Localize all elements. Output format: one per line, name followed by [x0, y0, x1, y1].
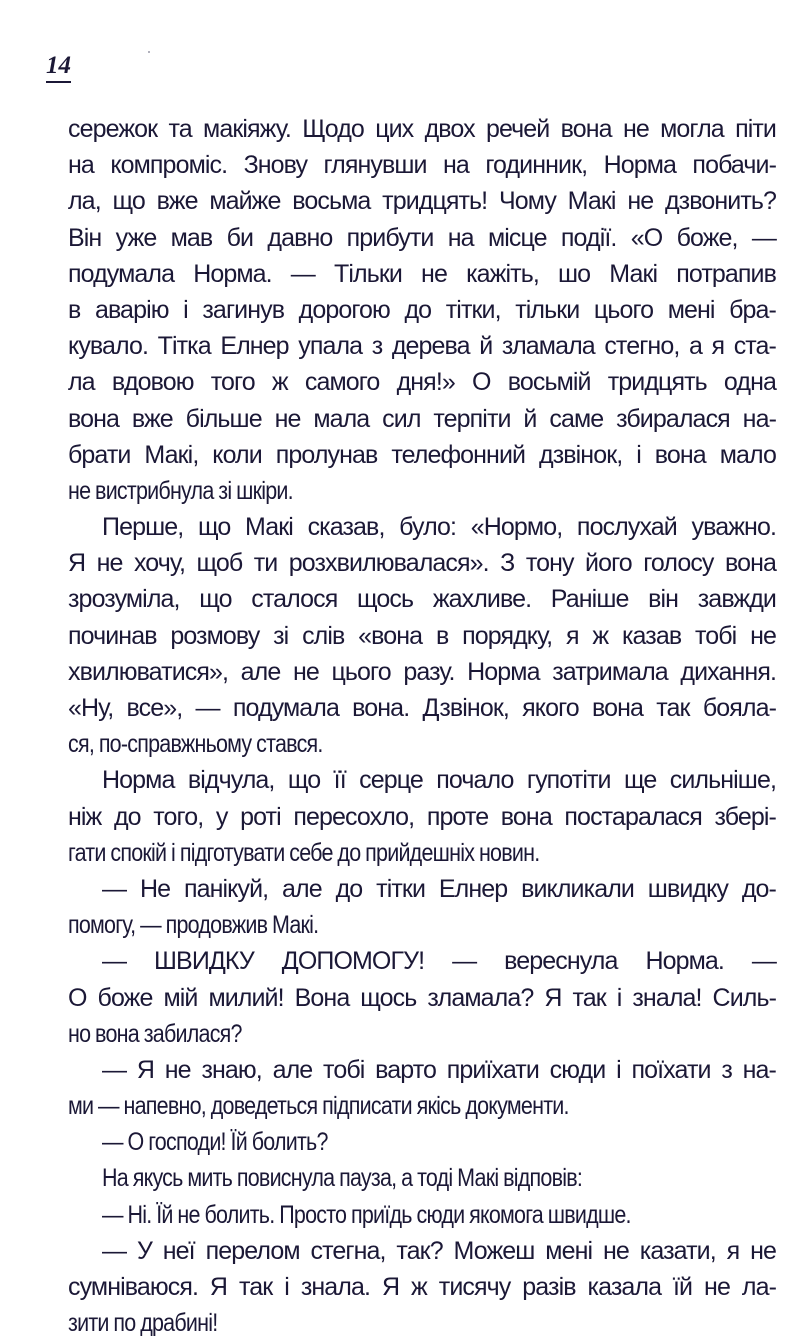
text-line	[68, 1269, 776, 1305]
text-line-content: — Я не знаю, але тобі варто приїхати сюди і поїхати з на-	[102, 1055, 776, 1084]
text-line	[68, 907, 776, 943]
text-line-content: Я не хочу, щоб ти розхвилювалася». З тону його голосу вона	[68, 549, 776, 578]
text-line-content: гати спокій і підготувати себе до прийдешніх новин.	[68, 838, 540, 867]
text-line-content: не вистрибнула зі шкіри.	[68, 476, 293, 505]
text-line	[68, 762, 776, 798]
text-line-content: сумніваюся. Я так і знала. Я ж тисячу разів казала їй не ла-	[68, 1273, 776, 1301]
text-line	[68, 871, 776, 907]
text-line-content: хвилюватися», але не цього разу. Норма затримала дихання.	[68, 657, 776, 686]
text-line-content: подумала Норма. — Тільки не кажіть, шо Макі потрапив	[68, 259, 776, 288]
text-line	[68, 1052, 776, 1088]
text-line	[68, 437, 776, 473]
text-line	[68, 545, 776, 581]
text-line-content: кувало. Тітка Елнер упала з дерева й зламала стегно, а я ста-	[68, 332, 776, 361]
text-line-content: ла, що вже майже восьма тридцять! Чому Макі не дзвонить?	[68, 187, 776, 216]
text-line	[68, 1197, 776, 1233]
text-line-content: помогу, — продовжив Макі.	[68, 911, 319, 940]
text-line-content: Перше, що Макі сказав, було: «Нормо, послухай уважно.	[102, 513, 776, 542]
text-line-content: зити по драбині!	[68, 1309, 218, 1338]
text-line-content: Норма відчула, що її серце почало гупотіти ще сильніше,	[102, 766, 776, 795]
text-line	[68, 799, 776, 835]
text-line-content: починав розмову зі слів «вона в порядку, я ж казав тобі не	[68, 621, 776, 650]
text-line-content: вона вже більше не мала сил терпіти й саме збиралася на-	[68, 404, 776, 433]
text-line	[68, 1160, 776, 1196]
text-line-content: ніж до того, у роті пересохло, проте вона постаралася збері-	[68, 802, 776, 831]
text-line-content: О боже мій милий! Вона щось зламала? Я так і знала! Силь-	[68, 983, 776, 1012]
text-line	[68, 256, 776, 292]
text-line	[68, 943, 776, 979]
text-line	[68, 618, 776, 654]
text-line	[68, 726, 776, 762]
text-line	[68, 364, 776, 400]
text-line	[68, 292, 776, 328]
text-line	[68, 220, 776, 256]
text-line-content: — О господи! Їй болить?	[102, 1128, 328, 1157]
text-line	[68, 690, 776, 726]
text-line	[68, 980, 776, 1016]
text-line-content: На якусь мить повиснула пауза, а тоді Макі відповів:	[102, 1164, 583, 1193]
text-line	[68, 147, 776, 183]
text-line-content: на компроміс. Знову глянувши на годинник, Норма побачи-	[68, 151, 776, 180]
text-line	[68, 1016, 776, 1052]
text-line-content: ми — напевно, доведеться підписати якісь документи.	[68, 1092, 569, 1121]
text-line	[68, 183, 776, 219]
text-line-content: «Ну, все», — подумала вона. Дзвінок, якого вона так бояла-	[68, 694, 776, 722]
text-line-content: брати Макі, коли пролунав телефонний дзвінок, і вона мало	[68, 440, 776, 469]
text-line	[68, 401, 776, 437]
text-line	[68, 473, 776, 509]
text-line-content: — ШВИДКУ ДОПОМОГУ! — вереснула Норма. —	[102, 947, 776, 976]
text-line-content: но вона забилася?	[68, 1019, 242, 1048]
text-line-content: — У неї перелом стегна, так? Можеш мені не казати, я не	[102, 1236, 776, 1265]
text-line	[68, 1124, 776, 1160]
text-line	[68, 581, 776, 617]
text-line-content: ся, по-справжньому стався.	[68, 730, 323, 759]
page-number: 14	[46, 52, 71, 83]
text-line	[68, 111, 776, 147]
text-line	[68, 654, 776, 690]
text-line-content: в аварію і загинув дорогою до тітки, тільки цього мені бра-	[68, 295, 776, 324]
text-line	[68, 328, 776, 364]
text-line-content: сережок та макіяжу. Щодо цих двох речей вона не могла піти	[68, 115, 776, 143]
body-text	[68, 111, 776, 1341]
text-line	[68, 1305, 776, 1341]
text-line-content: Він уже мав би давно прибути на місце події. «О боже, —	[68, 223, 776, 252]
text-line	[68, 1233, 776, 1269]
text-line	[68, 509, 776, 545]
text-line-content: — Ні. Їй не болить. Просто приїдь сюди якомога швидше.	[102, 1200, 631, 1229]
text-line-content: зрозуміла, що сталося щось жахливе. Раніше він завжди	[68, 585, 776, 614]
text-line-content: ла вдовою того ж самого дня!» О восьмій тридцять одна	[68, 368, 776, 397]
text-line	[68, 1088, 776, 1124]
text-line	[68, 835, 776, 871]
scan-speck	[148, 51, 150, 53]
text-line-content: — Не панікуй, але до тітки Елнер викликали швидку до-	[102, 874, 776, 903]
